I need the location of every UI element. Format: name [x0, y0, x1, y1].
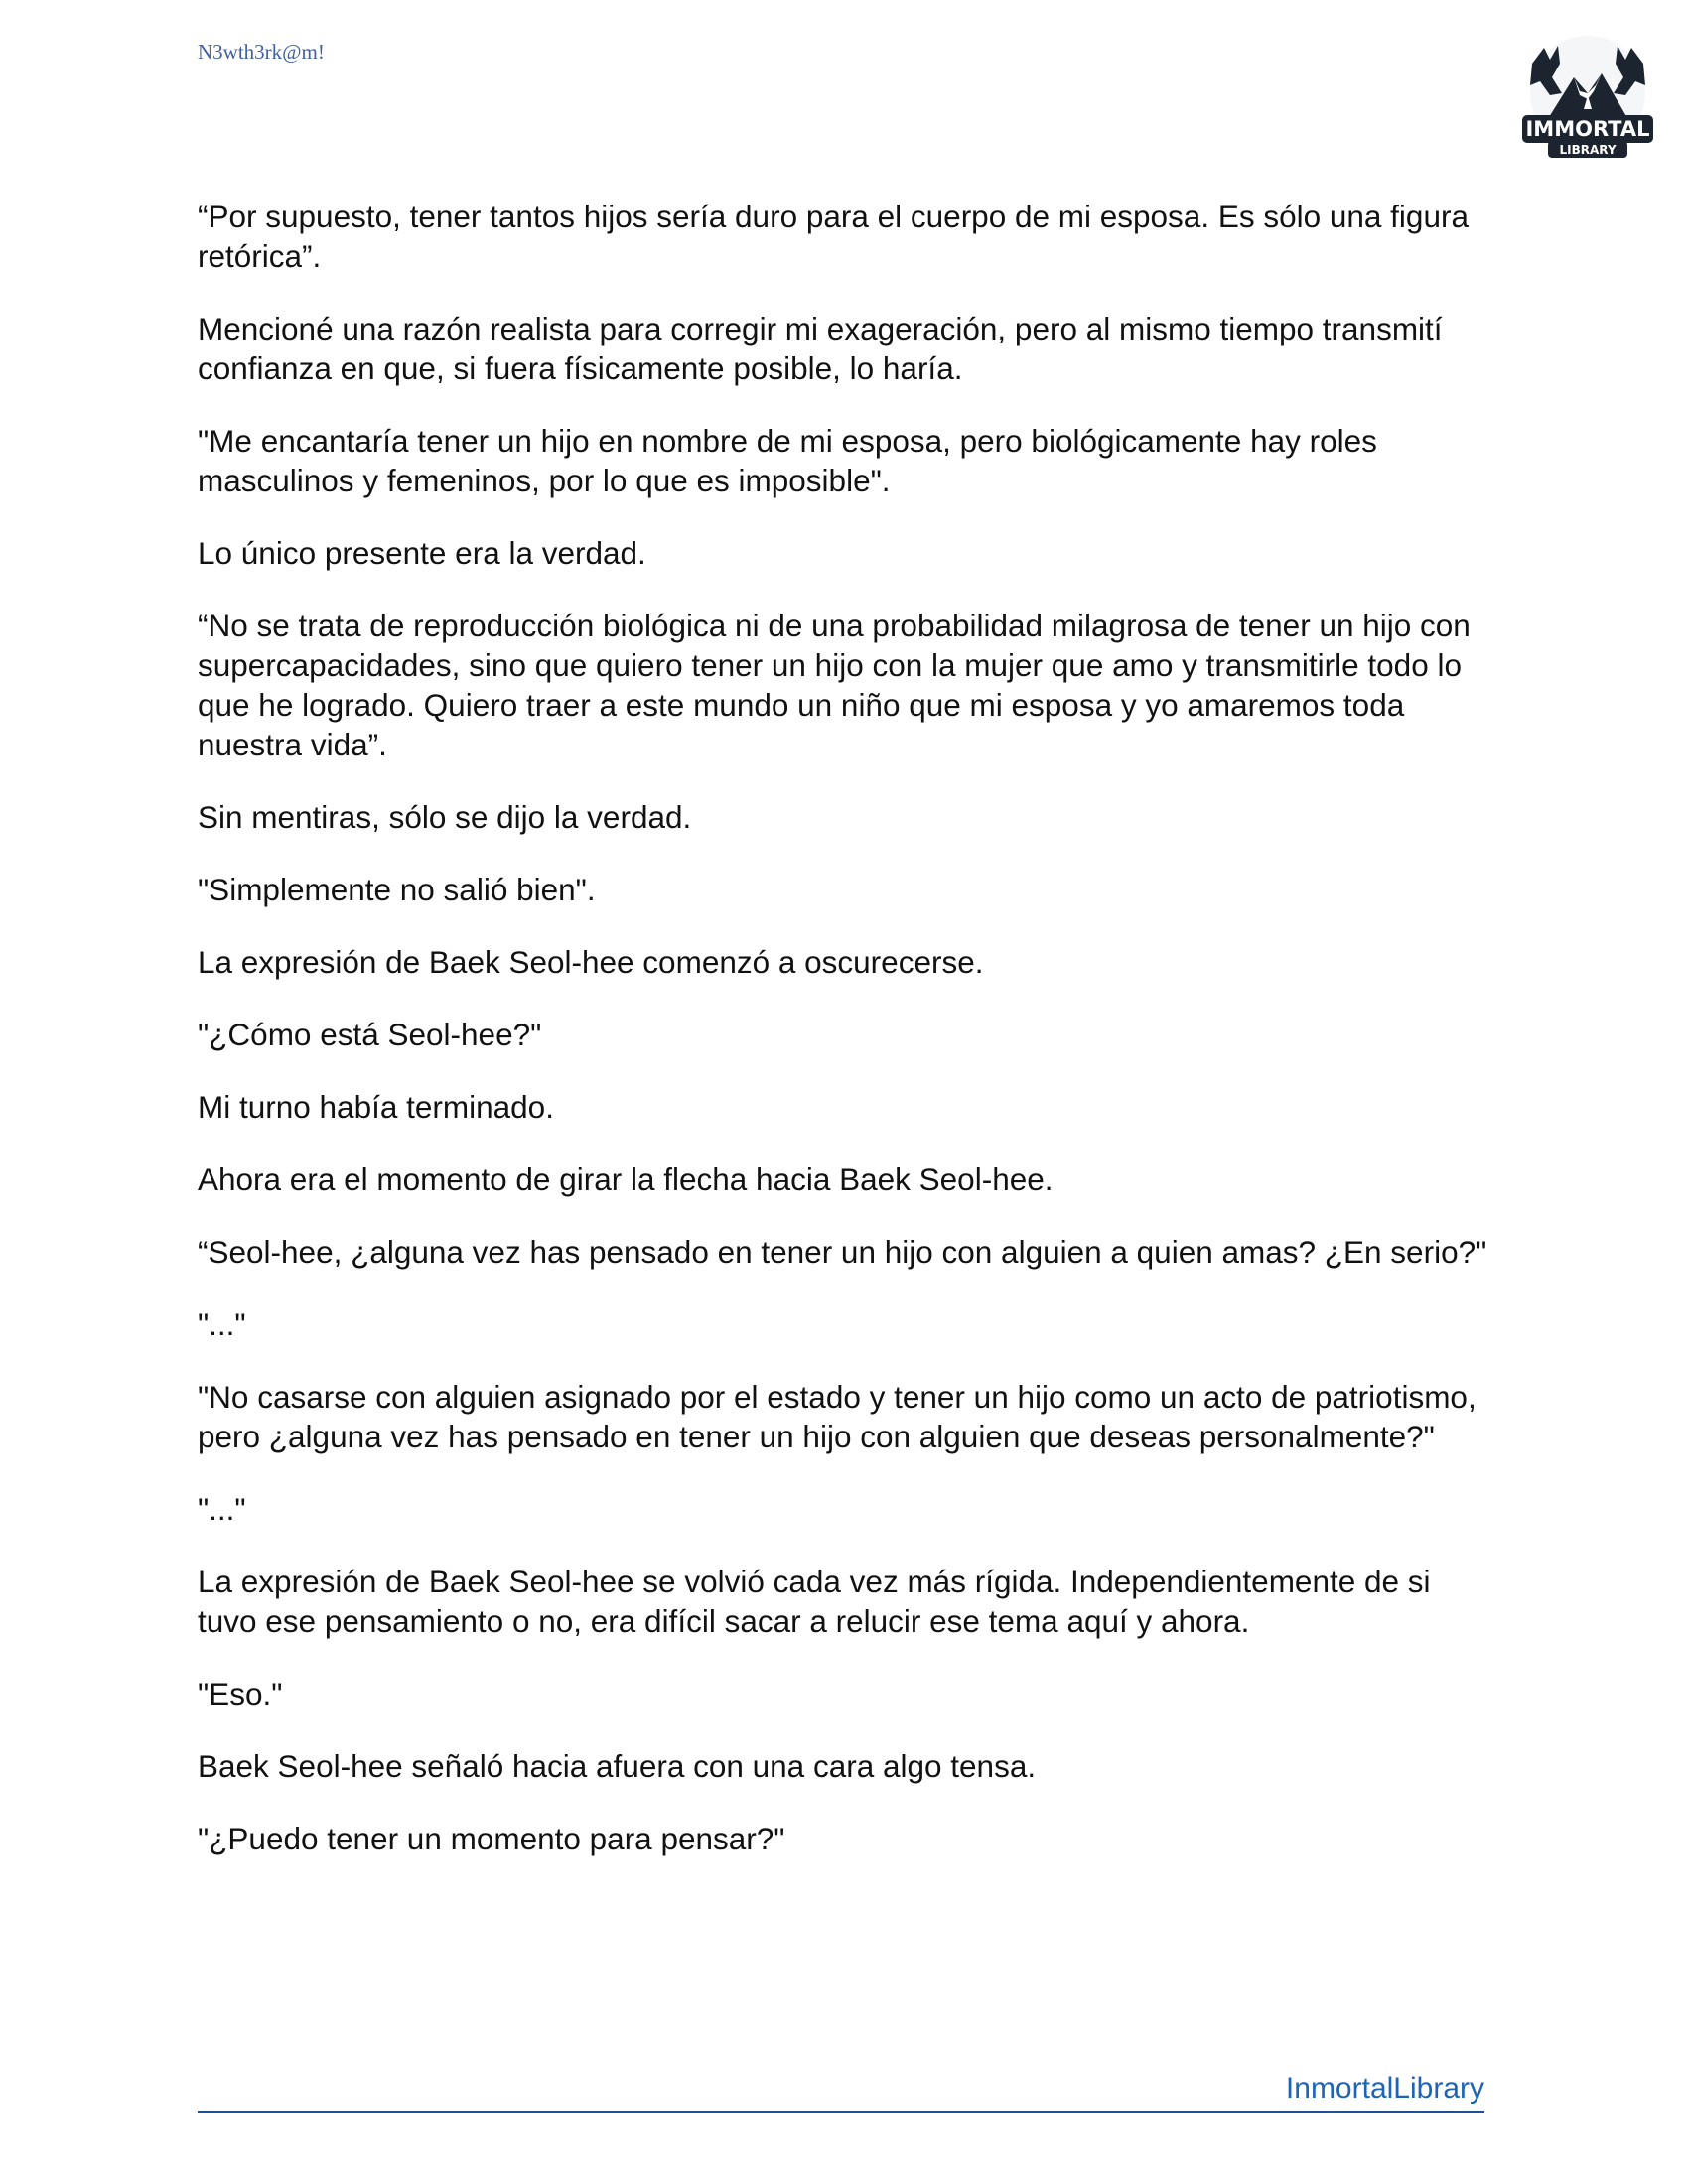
- footer-inmortallibrary-link[interactable]: InmortalLibrary: [198, 2067, 1484, 2113]
- paragraph: "Simplemente no salió bien".: [198, 872, 596, 907]
- document-body: [198, 197, 1488, 1891]
- paragraph: La expresión de Baek Seol-hee se volvió cada vez más rígida. Independientemente de si tuvo ese pensamiento o no, era difícil sacar a relucir ese tema aquí y ahora.: [198, 1564, 1431, 1639]
- watermark-text: N3wth3rk@m!: [198, 40, 325, 64]
- immortal-library-logo: [1514, 34, 1661, 163]
- paragraph: "...": [198, 1306, 246, 1342]
- paragraph: Baek Seol-hee señaló hacia afuera con una cara algo tensa.: [198, 1748, 1037, 1784]
- paragraph: Sin mentiras, sólo se dijo la verdad.: [198, 799, 692, 835]
- paragraph: "¿Cómo está Seol-hee?": [198, 1017, 542, 1052]
- paragraph: “No se trata de reproducción biológica ni de una probabilidad milagrosa de tener un hijo con supercapacidades, sino que quiero tener un hijo con la mujer que amo y transmitirle todo lo que he logrado. Quiero traer a este mundo un niño que mi esposa y yo amaremos toda nuestra vida”.: [198, 608, 1471, 762]
- paragraph: Mencioné una razón realista para corregir mi exageración, pero al mismo tiempo transmití confianza en que, si fuera físicamente posible, lo haría.: [198, 311, 1443, 386]
- paragraph: "¿Puedo tener un momento para pensar?": [198, 1821, 785, 1856]
- logo-line2: LIBRARY: [1559, 143, 1617, 157]
- paragraph: Ahora era el momento de girar la flecha hacia Baek Seol-hee.: [198, 1161, 1054, 1197]
- paragraph: "...": [198, 1491, 246, 1527]
- paragraph: "Me encantaría tener un hijo en nombre de mi esposa, pero biológicamente hay roles masculinos y femeninos, por lo que es imposible".: [198, 423, 1377, 498]
- paragraph: "Eso.": [198, 1676, 283, 1711]
- logo-line1: IMMORTAL: [1525, 117, 1650, 141]
- paragraph: "No casarse con alguien asignado por el estado y tener un hijo como un acto de patriotismo, pero ¿alguna vez has pensado en tener un hijo con alguien que deseas personalmente?": [198, 1379, 1477, 1454]
- dragons-mountain-logo-icon: [1514, 34, 1661, 163]
- paragraph: “Seol-hee, ¿alguna vez has pensado en tener un hijo con alguien a quien amas? ¿En serio?": [198, 1234, 1487, 1270]
- paragraph: Lo único presente era la verdad.: [198, 535, 646, 571]
- paragraph: La expresión de Baek Seol-hee comenzó a oscurecerse.: [198, 944, 984, 980]
- paragraph: “Por supuesto, tener tantos hijos sería duro para el cuerpo de mi esposa. Es sólo una figura retórica”.: [198, 199, 1469, 274]
- paragraph: Mi turno había terminado.: [198, 1089, 554, 1125]
